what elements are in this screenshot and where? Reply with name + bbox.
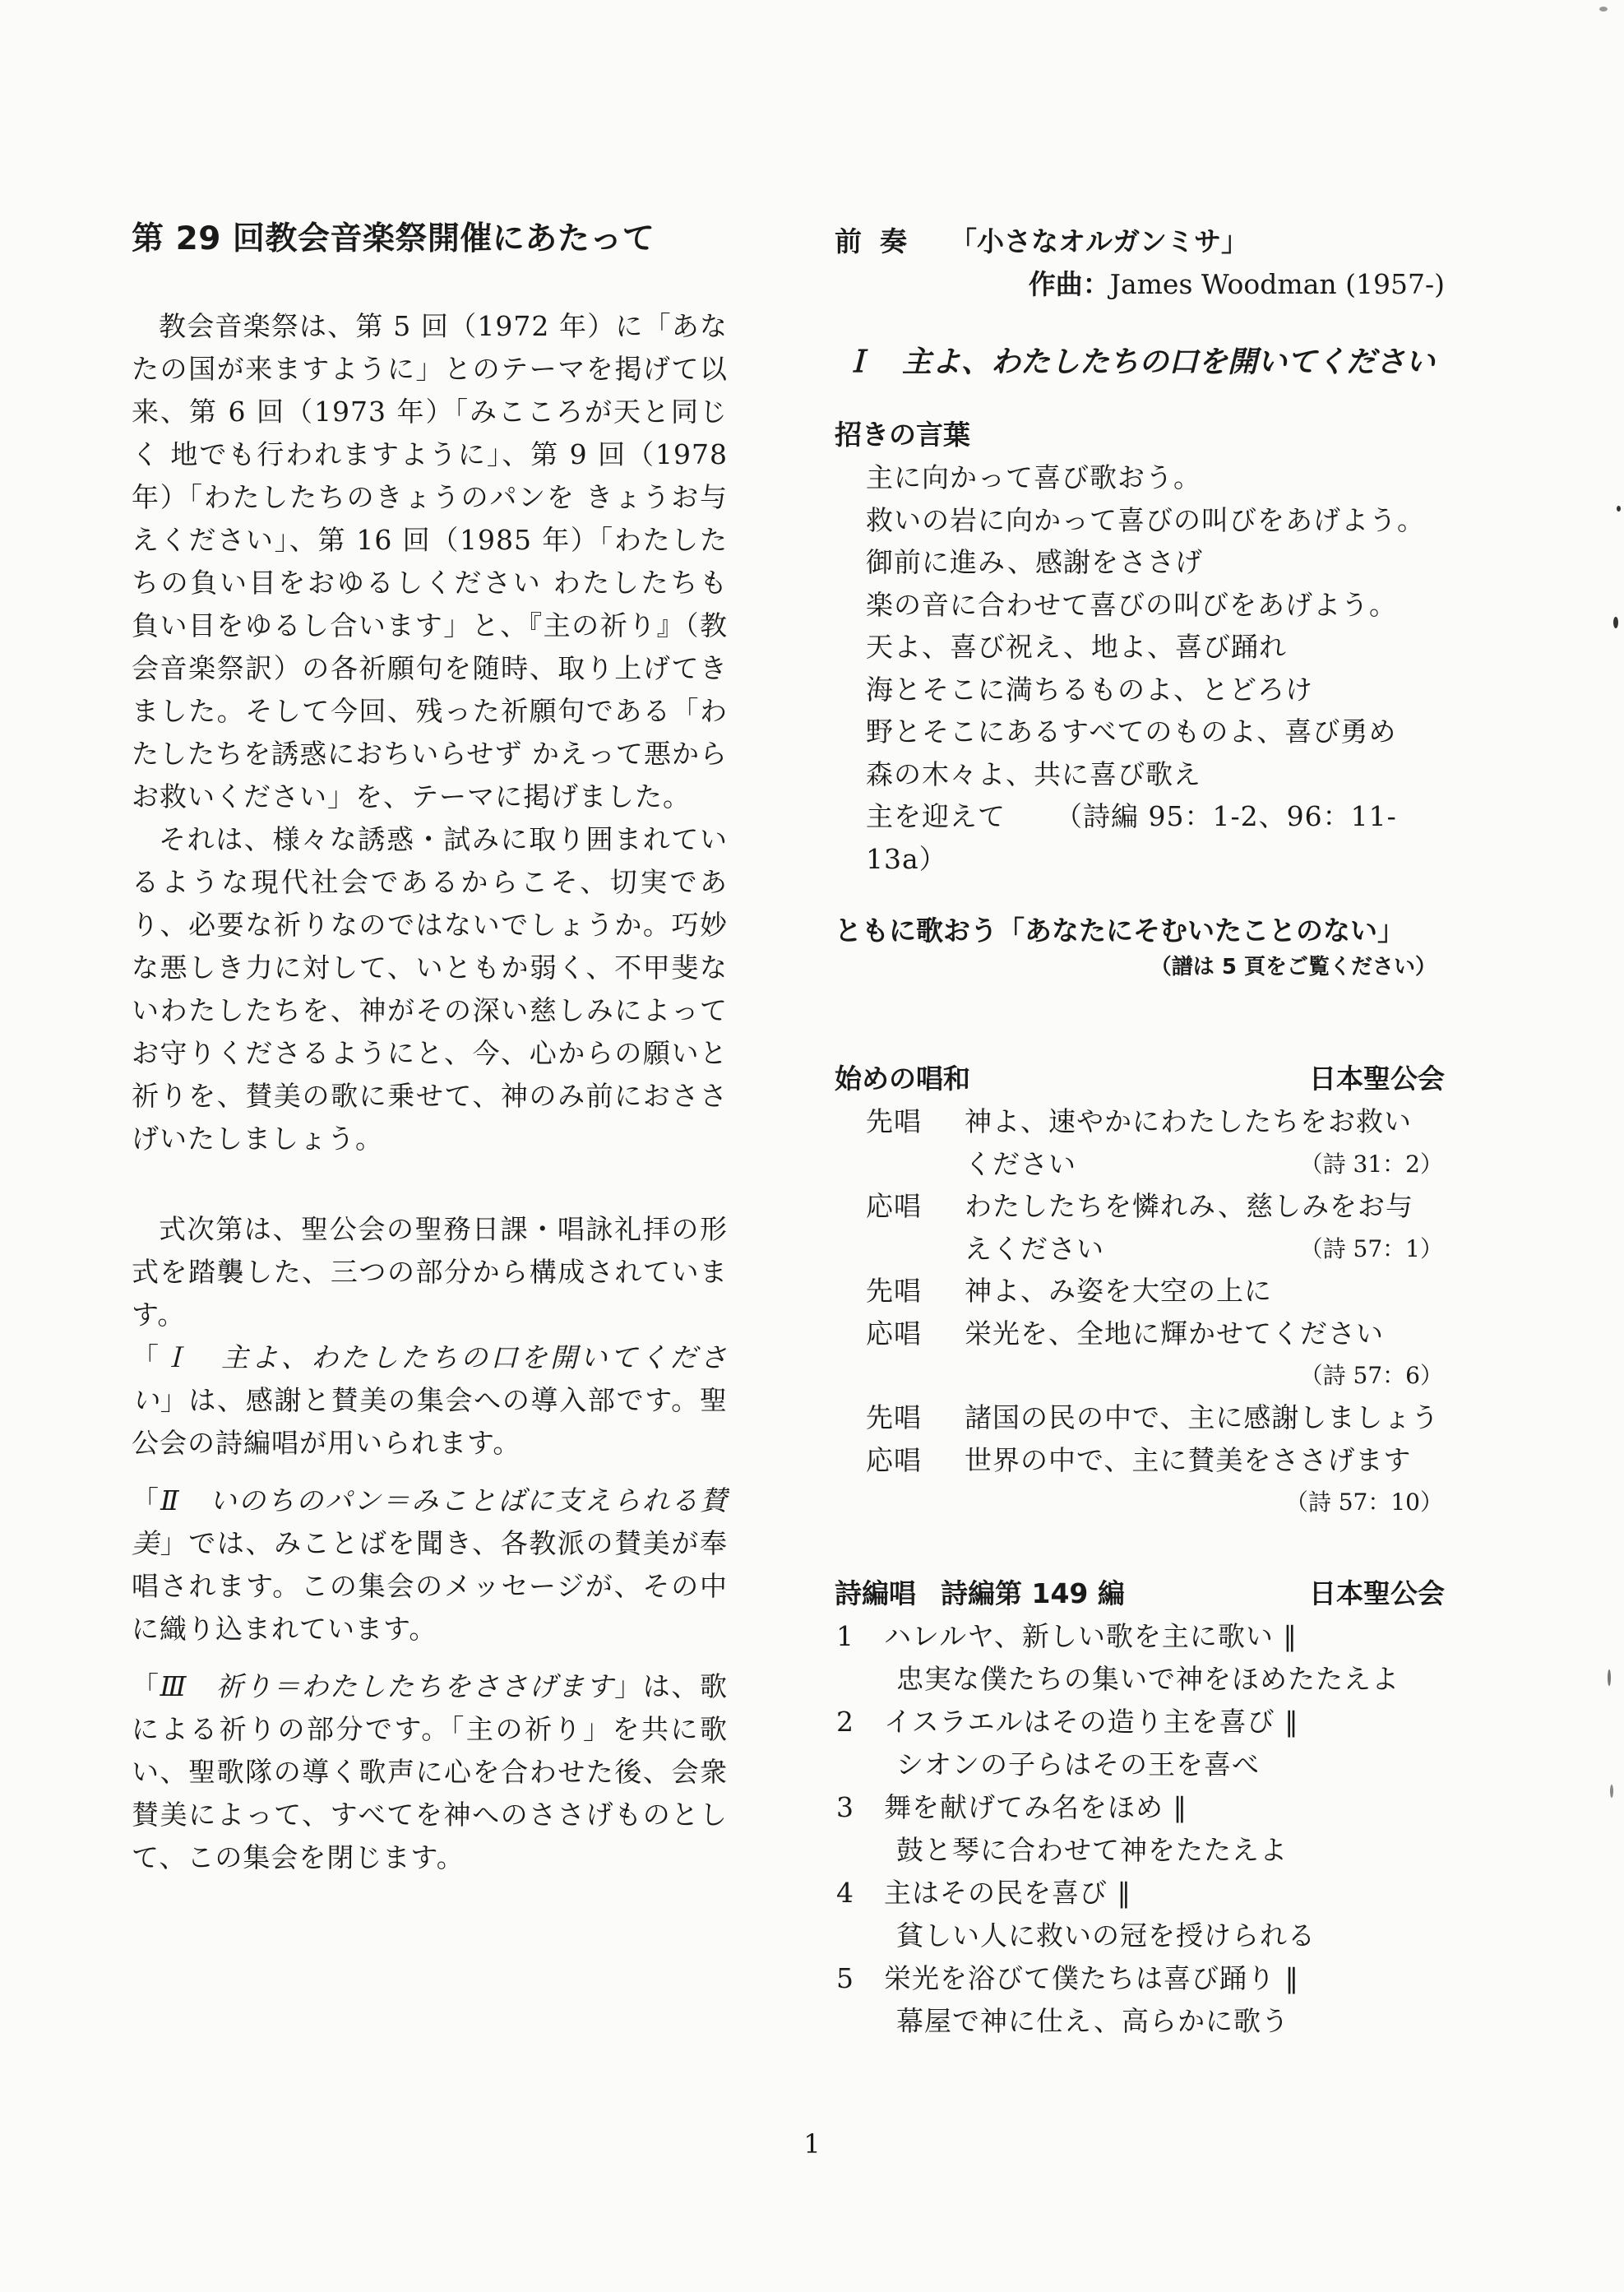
psalm-verse-response: 忠実な僕たちの集いで神をほめたたえよ: [896, 1663, 1400, 1695]
part3-description: 「Ⅲ 祈り＝わたしたちをささげます」は、歌による祈りの部分です。「主の祈り」を共に歌い、聖歌隊の導く歌声に心を合わせた後、会衆賛美によって、すべてを神へのささげものとして、この集会を閉じます。: [132, 1669, 728, 1873]
prayer-paragraph: それは、様々な誘惑・試みに取り囲まれているような現代社会であるからこそ、切実であり、必要な祈りなのではないでしょうか。巧妙な悪しき力に対して、いともか弱く、不甲斐ないわたしたちを、神がその深い慈しみによってお守りくださるようにと、今、心からの願いと祈りを、賛美の歌に乗せて、神のみ前におささげいたしましょう。: [132, 822, 728, 1155]
scan-speck: [1613, 617, 1618, 628]
invitation-line: 楽の音に合わせて喜びの叫びをあげよう。: [866, 588, 1397, 621]
invitation-line: 主を迎えて （詩編 95：1-2、96：11-13a）: [866, 800, 1397, 875]
versicle-row: 先唱 神よ、速やかにわたしたちをお救い ください: [866, 1105, 1412, 1180]
opening-heading: 始めの唱和 日本聖公会: [835, 1063, 1445, 1095]
versicle-row: 先唱 神よ、み姿を大空の上に: [866, 1275, 1272, 1307]
hymn-block: [835, 911, 1460, 984]
part1-title: Ｉ 主よ、わたしたちの口を開いてください: [843, 345, 1436, 379]
psalm-heading: 詩編唱 詩編第 149 編 日本聖公会: [835, 1577, 1445, 1609]
order-paragraph: 式次第は、聖公会の聖務日課・唱詠礼拝の形式を踏襲した、三つの部分から構成されています。: [132, 1212, 728, 1331]
prelude-label: 前奏: [835, 225, 925, 257]
left-column: [132, 220, 728, 1879]
composer-line: 作曲：James Woodman (1957-): [1028, 268, 1445, 300]
scan-speck: [1610, 1785, 1613, 1798]
psalm-verse: 1 ハレルヤ、新しい歌を主に歌い ‖: [836, 1620, 1298, 1652]
scan-speck: [1599, 7, 1608, 12]
page-number: 1: [803, 2128, 821, 2160]
psalm-verse-response: 鼓と琴に合わせて神をたたえよ: [896, 1834, 1288, 1866]
hymn-title: ともに歌おう「あなたにそむいたことのない」: [835, 914, 1404, 947]
versicle-row: 応唱 世界の中で、主に賛美をささげます: [866, 1443, 1412, 1476]
part2-description: 「Ⅱ いのちのパン＝みことばに支えられる賛美」では、みことばを聞き、各教派の賛美が奉唱されます。この集会のメッセージが、その中に織り込まれています。: [132, 1484, 729, 1645]
intro-paragraph: 教会音楽祭は、第 5 回（1972 年）に「あなたの国が来ますように」とのテーマを掲げて以来、第 6 回（1973 年）「みこころが天と同じく 地でも行われますように」、第 9 回（1978 年）「わたしたちのきょうのパンを きょうお与えください」、第 16 回（1985 年）「わたしたちの負い目をおゆるしください わたしたちも負い目をゆるし合います」と、『主の祈り』（教会音楽祭訳）の各祈願句を随時、取り上げてきました。そして今回、残った祈願句である「わたしたちを誘惑におちいらせず かえって悪からお救いください」を、テーマに掲げました。: [132, 309, 728, 813]
score-note: （譜は 5 頁をご覧ください）: [1150, 955, 1437, 979]
scripture-reference: （詩編 95：1-2、96：11-13a）: [866, 800, 1397, 875]
psalm-verse: 2 イスラエルはその造り主を喜び ‖: [836, 1706, 1299, 1738]
versicle-row: 応唱 栄光を、全地に輝かせてください: [866, 1317, 1384, 1350]
right-column: [835, 220, 1460, 2043]
psalm-verse-response: 幕屋で神に仕え、高らかに歌う: [896, 2005, 1289, 2037]
scan-speck: [1617, 506, 1621, 512]
psalm-verse-response: シオンの子らはその王を喜べ: [896, 1748, 1260, 1780]
invitation-line: 森の木々よ、共に喜び歌え: [866, 757, 1201, 790]
prelude-block: [835, 220, 1460, 306]
versicle-row: 応唱 わたしたちを憐れみ、慈しみをお与 えください: [866, 1190, 1413, 1265]
psalm-verse: 5 栄光を浴びて僕たちは喜び踊り ‖: [836, 1962, 1299, 1994]
psalm-verse: 3 舞を献げてみ名をほめ ‖: [836, 1791, 1187, 1823]
invitation-heading: 招きの言葉: [835, 419, 970, 451]
versicle-row: 先唱 諸国の民の中で、主に感謝しましょう: [866, 1401, 1440, 1433]
versicle-citation: （詩 31：2）: [1299, 1151, 1443, 1178]
invitation-line: 救いの岩に向かって喜びの叫びをあげよう。: [866, 503, 1425, 536]
prelude-title: 「小さなオルガンミサ」: [950, 225, 1248, 257]
scan-speck: [1608, 1669, 1611, 1686]
versicle-citation: （詩 57：6）: [1299, 1362, 1443, 1389]
invitation-line: 主に向かって喜び歌おう。: [866, 461, 1201, 493]
versicle-citation: （詩 57：1）: [1299, 1235, 1443, 1262]
invitation-line: 野とそこにあるすべてのものよ、喜び勇め: [866, 715, 1397, 748]
psalm-block: [835, 1572, 1460, 2043]
psalm-verse-response: 貧しい人に救いの冠を授けられる: [896, 1919, 1316, 1952]
page-heading: 第 29 回教会音楽祭開催にあたって: [132, 220, 655, 257]
invitation-line: 海とそこに満ちるものよ、とどろけ: [866, 673, 1313, 706]
invitation-line: 御前に進み、感謝をささげ: [866, 546, 1203, 578]
opening-versicles: [835, 1058, 1460, 1523]
versicle-citation: （詩 57：10）: [1284, 1489, 1443, 1516]
psalm-verse: 4 主はその民を喜び ‖: [836, 1877, 1131, 1909]
invitation-verses: [835, 456, 1460, 880]
part1-description: 「Ｉ 主よ、わたしたちの口を開いてください」は、感謝と賛美の集会への導入部です。聖公会の詩編唱が用いられます。: [132, 1340, 729, 1459]
invitation-line: 天よ、喜び祝え、地よ、喜び踊れ: [866, 631, 1287, 663]
